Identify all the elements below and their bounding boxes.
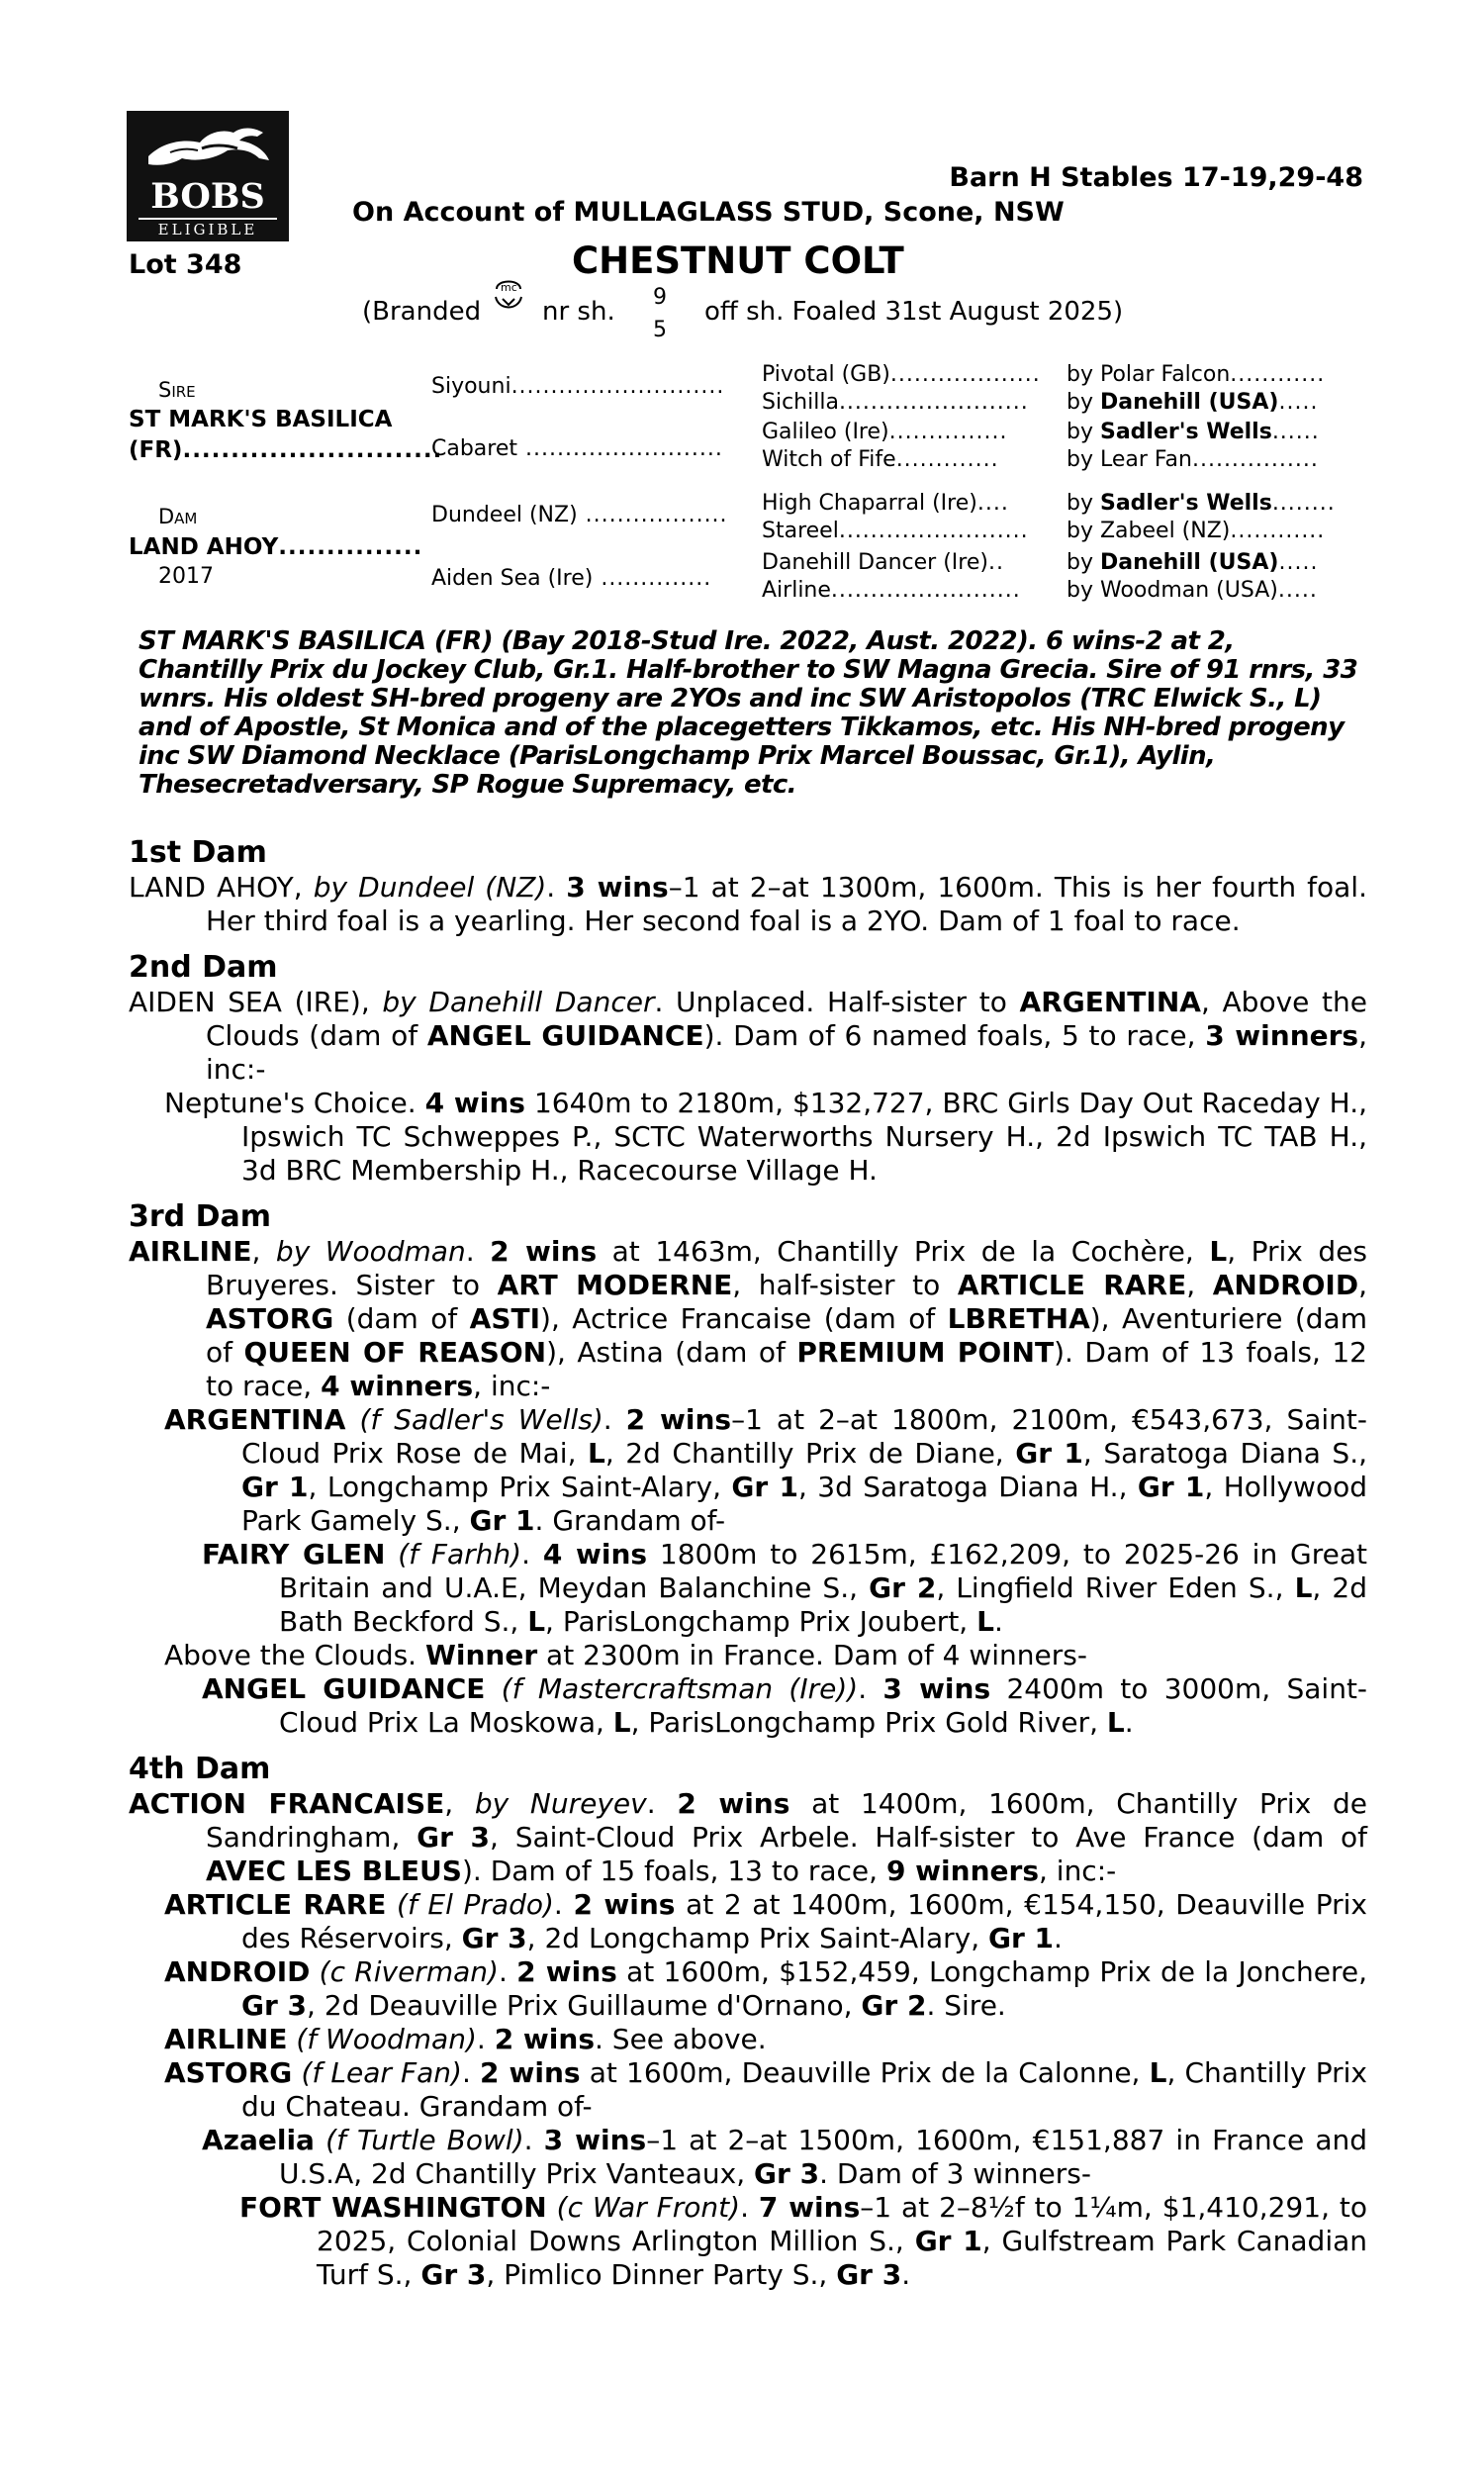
logo-text-eligible: ELIGIBLE — [139, 218, 277, 238]
ancestor-sire-name: Polar Falcon — [1099, 362, 1231, 387]
pedigree-ancestor: Stareel........................ — [762, 519, 1029, 543]
brand-mark-icon — [489, 273, 528, 317]
sire-label: Sire — [158, 378, 196, 402]
ancestor-sire: by Zabeel (NZ)............ — [1067, 519, 1326, 543]
family-entry: ANGEL GUIDANCE (f Mastercraftsman (Ire)). 3 wins 2400m to 3000m, Saint-Cloud Prix La Moskowa, L, ParisLongchamp Prix Gold River, L. — [202, 1672, 1368, 1739]
ancestor-sire-name: Lear Fan — [1099, 447, 1192, 472]
pedigree-ancestor: Pivotal (GB)................... — [762, 362, 1041, 387]
ancestor-sire: by Lear Fan................ — [1067, 447, 1319, 472]
ancestor-name: Stareel — [762, 519, 839, 543]
ancestor-name: High Chaparral (Ire) — [762, 491, 977, 516]
family-details — [129, 823, 1367, 2292]
family-entry: AIDEN SEA (IRE), by Danehill Dancer. Unplaced. Half-sister to ARGENTINA, Above the Clouds (dam of ANGEL GUIDANCE). Dam of 6 named foals, 5 to race, 3 winners, inc:- — [129, 986, 1368, 1086]
ancestor-sire-name: Zabeel (NZ) — [1099, 519, 1231, 543]
family-entry: Azaelia (f Turtle Bowl). 3 wins–1 at 2–at 1500m, 1600m, €151,887 in France and U.S.A, 2d Chantilly Prix Vanteaux, Gr 3. Dam of 3 winners- — [202, 2124, 1367, 2190]
lot-number: Lot 348 — [129, 249, 242, 280]
ancestor-sire-name: Sadler's Wells — [1099, 420, 1272, 444]
pedigree-ancestor: Airline........................ — [762, 578, 1021, 603]
ancestor-sire-name: Danehill (USA) — [1099, 550, 1279, 575]
dam-section-heading: 2nd Dam — [129, 950, 278, 985]
pedigree-ancestor: Galileo (Ire)............... — [762, 420, 1008, 444]
leader-dots: ............... — [278, 534, 423, 560]
ancestor-sire-name: Sadler's Wells — [1099, 491, 1272, 516]
dam-section-heading: 4th Dam — [129, 1752, 271, 1786]
sire-name-suffix-row — [129, 437, 443, 463]
horse-icon — [142, 119, 273, 178]
brand-text-foaled: off sh. Foaled 31st August 2025) — [704, 297, 1124, 327]
dam-section-heading: 1st Dam — [129, 835, 267, 870]
dam-name-row — [129, 534, 422, 560]
dam-name: LAND AHOY — [129, 534, 279, 560]
logo-text-bobs: BOBS — [150, 176, 265, 217]
ancestor-sire: by Sadler's Wells........ — [1067, 491, 1336, 516]
ancestor-sire: by Danehill (USA)..... — [1067, 390, 1319, 415]
pedigree-ancestor: Witch of Fife............. — [762, 447, 999, 472]
ancestor-sire: by Woodman (USA)..... — [1067, 578, 1318, 603]
pedigree-ancestor: High Chaparral (Ire).... — [762, 491, 1009, 516]
brand-fraction-top: 9 — [653, 285, 667, 310]
family-entry: ARTICLE RARE (f El Prado). 2 wins at 2 at 1400m, 1600m, €154,150, Deauville Prix des Réservoirs, Gr 3, 2d Longchamp Prix Saint-Alary, Gr 1. — [164, 1888, 1368, 1954]
barn-location: Barn H Stables 17-19,29-48 — [949, 162, 1363, 193]
dam-foaling-year: 2017 — [158, 564, 214, 589]
svg-text:mc: mc — [501, 281, 517, 294]
family-entry: FAIRY GLEN (f Farhh). 4 wins 1800m to 2615m, £162,209, to 2025-26 in Great Britain and U.A.E, Meydan Balanchine S., Gr 2, Lingfield River Eden S., L, 2d Bath Beckford S., L, ParisLongchamp Prix Joubert, L. — [202, 1538, 1367, 1638]
family-entry: AIRLINE (f Woodman). 2 wins. See above. — [164, 2023, 767, 2055]
family-entry: ACTION FRANCAISE, by Nureyev. 2 wins at 1400m, 1600m, Chantilly Prix de Sandringham, Gr 3, Saint-Cloud Prix Arbele. Half-sister to Ave France (dam of AVEC LES BLEUS). Dam of 15 foals, 13 to race, 9 winners, inc:- — [129, 1787, 1367, 1887]
granddam-aiden-sea: Aiden Sea (Ire) .............. — [431, 566, 712, 591]
ancestor-name: Airline — [762, 578, 831, 603]
ancestor-sire: by Sadler's Wells...... — [1067, 420, 1320, 444]
ancestor-sire: by Danehill (USA)..... — [1067, 550, 1319, 575]
sire-name-suffix: (FR) — [129, 437, 183, 463]
family-entry: ANDROID (c Riverman). 2 wins at 1600m, $152,459, Longchamp Prix de la Jonchere, Gr 3, 2d Deauville Prix Guillaume d'Ornano, Gr 2. Sire. — [164, 1955, 1367, 2022]
pedigree-ancestor: Danehill Dancer (Ire).. — [762, 550, 1004, 575]
vendor-account: On Account of MULLAGLASS STUD, Scone, NSW — [352, 197, 1065, 228]
family-entry: Above the Clouds. Winner at 2300m in France. Dam of 4 winners- — [164, 1639, 1087, 1671]
brand-fraction-bottom: 5 — [653, 318, 667, 342]
sire-name: ST MARK'S BASILICA — [129, 407, 393, 432]
family-entry: AIRLINE, by Woodman. 2 wins at 1463m, Chantilly Prix de la Cochère, L, Prix des Bruyeres. Sister to ART MODERNE, half-sister to ARTICLE RARE, ANDROID, ASTORG (dam of ASTI), Actrice Francaise (dam of LBRETHA), Aventuriere (dam of QUEEN OF REASON), Astina (dam of PREMIUM POINT). Dam of 13 foals, 12 to race, 4 winners, inc:- — [129, 1235, 1368, 1402]
sire-comment: ST MARK'S BASILICA (FR) (Bay 2018-Stud Ire. 2022, Aust. 2022). 6 wins-2 at 2, Chantilly Prix du Jockey Club, Gr.1. Half-brother to SW Magna Grecia. Sire of 91 rnrs, 33 wnrs. His oldest SH-bred progeny are 2YOs and inc SW Aristopolos (TRC Elwick S., L) and of Apostle, St Monica and of the placegetters Tikkamos, etc. His NH-bred progeny inc SW Diamond Necklace (ParisLongchamp Prix Marcel Boussac, Gr.1), Aylin, Thesecretadversary, SP Rogue Supremacy, etc. — [139, 626, 1358, 800]
family-entry: FORT WASHINGTON (c War Front). 7 wins–1 at 2–8½f to 1¼m, $1,410,291, to 2025, Colonial Downs Arlington Million S., Gr 1, Gulfstream Park Canadian Turf S., Gr 3, Pimlico Dinner Party S., Gr 3. — [239, 2191, 1368, 2291]
ancestor-name: Witch of Fife — [762, 447, 896, 472]
leader-dots: ........................... — [182, 437, 443, 463]
damsire-dundeel: Dundeel (NZ) .................. — [431, 503, 728, 527]
ancestor-name: Sichilla — [762, 390, 839, 415]
brand-text-start: (Branded — [362, 297, 482, 327]
family-entry: LAND AHOY, by Dundeel (NZ). 3 wins–1 at 2–at 1300m, 1600m. This is her fourth foal. Her third foal is a yearling. Her second foal is a 2YO. Dam of 1 foal to race. — [129, 871, 1367, 937]
ancestor-sire-name: Woodman (USA) — [1099, 578, 1278, 603]
ancestor-name: Danehill Dancer (Ire) — [762, 550, 988, 575]
family-entry: ASTORG (f Lear Fan). 2 wins at 1600m, Deauville Prix de la Calonne, L, Chantilly Prix du Chateau. Grandam of- — [164, 2056, 1367, 2123]
ancestor-name: Galileo (Ire) — [762, 420, 889, 444]
dam-section-heading: 3rd Dam — [129, 1199, 271, 1234]
family-entry: Neptune's Choice. 4 wins 1640m to 2180m, $132,727, BRC Girls Day Out Raceday H., Ipswich TC Schweppes P., SCTC Waterworths Nursery H., 2d Ipswich TC TAB H., 3d BRC Membership H., Racecourse Village H. — [164, 1087, 1368, 1187]
family-entry: ARGENTINA (f Sadler's Wells). 2 wins–1 at 2–at 1800m, 2100m, €543,673, Saint-Cloud Prix Rose de Mai, L, 2d Chantilly Prix de Diane, Gr 1, Saratoga Diana S., Gr 1, Longchamp Prix Saint-Alary, Gr 1, 3d Saratoga Diana H., Gr 1, Hollywood Park Gamely S., Gr 1. Grandam of- — [164, 1403, 1368, 1537]
lot-title: CHESTNUT COLT — [572, 239, 904, 282]
granddam-cabaret: Cabaret ......................... — [431, 436, 723, 461]
dam-label: Dam — [158, 505, 198, 528]
ancestor-name: Pivotal (GB) — [762, 362, 890, 387]
brand-text-nr-sh: nr sh. — [542, 297, 615, 327]
ancestor-sire-name: Danehill (USA) — [1099, 390, 1279, 415]
ancestor-sire: by Polar Falcon............ — [1067, 362, 1326, 387]
pedigree-ancestor: Sichilla........................ — [762, 390, 1029, 415]
grandsire-siyouni: Siyouni........................... — [431, 374, 725, 399]
bobs-eligible-logo — [127, 111, 289, 241]
